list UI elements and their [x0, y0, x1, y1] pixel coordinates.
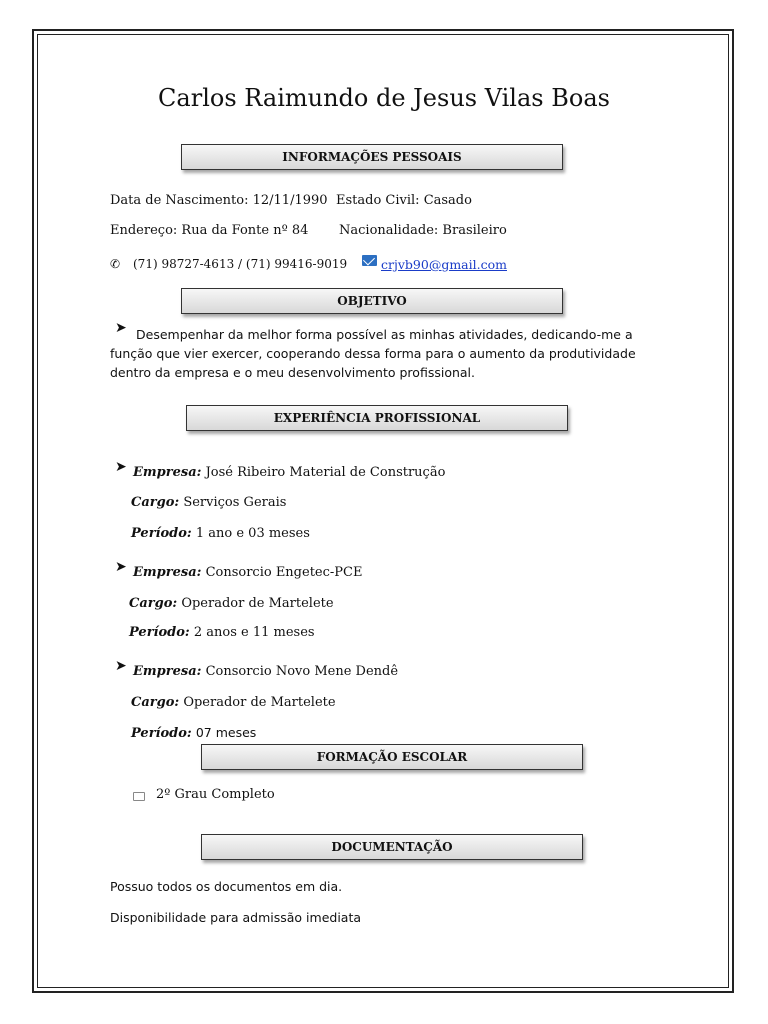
candidate-name: Carlos Raimundo de Jesus Vilas Boas — [158, 84, 610, 112]
arrow-bullet-icon: ➤ — [115, 459, 127, 475]
job-role: Cargo: Operador de Martelete — [131, 695, 336, 710]
section-experience: EXPERIÊNCIA PROFISSIONAL — [186, 405, 568, 431]
section-documentation: DOCUMENTAÇÃO — [201, 834, 583, 860]
nationality: Nacionalidade: Brasileiro — [339, 223, 507, 238]
job-role: Cargo: Serviços Gerais — [131, 495, 287, 510]
section-personal-info: INFORMAÇÕES PESSOAIS — [181, 144, 563, 170]
job-period: Período: 07 meses — [131, 725, 257, 741]
section-education: FORMAÇÃO ESCOLAR — [201, 744, 583, 770]
arrow-bullet-icon: ➤ — [115, 559, 127, 575]
phone-numbers: (71) 98727-4613 / (71) 99416-9019 — [133, 257, 348, 271]
objective-text: Desempenhar da melhor forma possível as minhas atividades, dedicando-me a função que vier exercer, cooperando dessa forma para o aumento da produtividade dentro da empresa e o meu desenvolvimento profissional. — [110, 327, 636, 380]
documentation-line: Disponibilidade para admissão imediata — [110, 910, 362, 925]
education-item: 2º Grau Completo — [156, 787, 275, 802]
arrow-bullet-icon: ➤ — [115, 320, 127, 336]
envelope-icon — [362, 255, 377, 270]
birth-date: Data de Nascimento: 12/11/1990 — [110, 193, 328, 208]
book-icon — [133, 790, 145, 805]
job-role: Cargo: Operador de Martelete — [129, 596, 334, 611]
job-company: Empresa: José Ribeiro Material de Construção — [133, 465, 446, 480]
job-company: Empresa: Consorcio Novo Mene Dendê — [133, 664, 399, 679]
address: Endereço: Rua da Fonte nº 84 — [110, 223, 309, 238]
email-link[interactable]: crjvb90@gmail.com — [381, 257, 507, 272]
arrow-bullet-icon: ➤ — [115, 658, 127, 674]
marital-status: Estado Civil: Casado — [336, 193, 472, 208]
phone-icon: ✆ — [110, 257, 121, 271]
section-objective: OBJETIVO — [181, 288, 563, 314]
documentation-line: Possuo todos os documentos em dia. — [110, 879, 343, 894]
job-period: Período: 2 anos e 11 meses — [129, 625, 315, 640]
job-company: Empresa: Consorcio Engetec-PCE — [133, 565, 363, 580]
job-period: Período: 1 ano e 03 meses — [131, 526, 310, 541]
